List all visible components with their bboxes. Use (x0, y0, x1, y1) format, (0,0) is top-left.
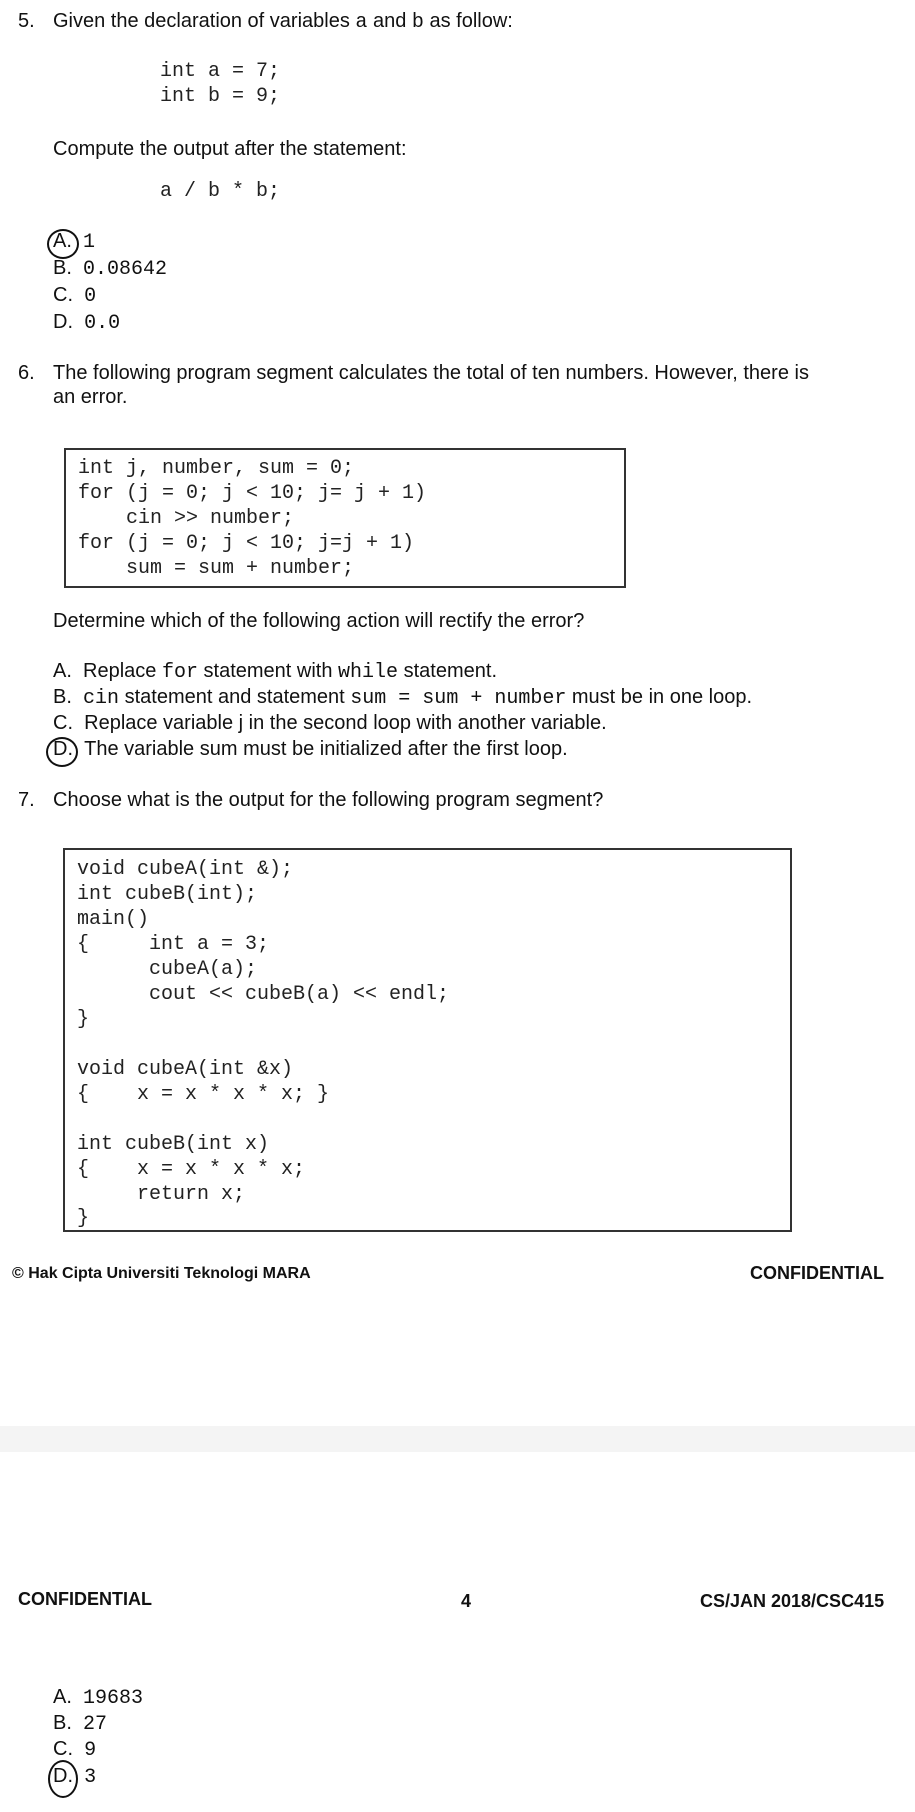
course-code-header: CS/JAN 2018/CSC415 (700, 1591, 885, 1611)
option-a: A. 1 (53, 230, 96, 254)
question-number: 7. (18, 789, 35, 811)
confidential-header: CONFIDENTIAL (18, 1589, 152, 1609)
option-d: D. 3 (53, 1765, 97, 1789)
copyright-footer: © Hak Cipta Universiti Teknologi MARA (12, 1265, 311, 1282)
question-number: 5. (18, 10, 35, 32)
question-text: Determine which of the following action will rectify the error? (53, 610, 585, 632)
code-line: } (77, 1207, 90, 1230)
option-a: A. 19683 (53, 1686, 144, 1710)
option-c: C. 0 (53, 284, 97, 308)
question-prompt-line-1: The following program segment calculates the total of ten numbers. However, there is (53, 362, 809, 384)
option-b: B. 27 (53, 1712, 108, 1736)
code-line: int cubeB(int); (77, 883, 258, 906)
question-prompt-line-2: an error. (53, 386, 128, 408)
code-line: sum = sum + number; (78, 557, 355, 580)
code-line: void cubeA(int &x) (77, 1058, 294, 1081)
code-line: { x = x * x * x; (77, 1158, 306, 1181)
confidential-footer: CONFIDENTIAL (750, 1263, 884, 1283)
code-line: void cubeA(int &); (77, 858, 294, 881)
page-number: 4 (461, 1591, 472, 1611)
code-line: } (77, 1008, 90, 1031)
question-prompt: Given the declaration of variables a and b as follow: (53, 10, 513, 34)
option-c: C. Replace variable j in the second loop with another variable. (53, 712, 607, 734)
code-line: int a = 7; (160, 60, 281, 83)
option-d: D. The variable sum must be initialized after the first loop. (53, 738, 568, 760)
option-c: C. 9 (53, 1738, 97, 1762)
code-line: { x = x * x * x; } (77, 1083, 330, 1106)
page-separator (0, 1426, 915, 1452)
compute-text: Compute the output after the statement: (53, 138, 407, 160)
code-line: for (j = 0; j < 10; j= j + 1) (78, 482, 427, 505)
code-line: cout << cubeB(a) << endl; (77, 983, 450, 1006)
statement: a / b * b; (160, 180, 281, 203)
code-line: { int a = 3; (77, 933, 270, 956)
code-line: return x; (77, 1183, 246, 1206)
question-prompt: Choose what is the output for the following program segment? (53, 789, 604, 811)
code-line: cin >> number; (78, 507, 295, 530)
question-number: 6. (18, 362, 35, 384)
option-b: B. 0.08642 (53, 257, 168, 281)
option-d: D. 0.0 (53, 311, 121, 335)
code-line: for (j = 0; j < 10; j=j + 1) (78, 532, 415, 555)
code-line: int j, number, sum = 0; (78, 457, 355, 480)
code-line: int cubeB(int x) (77, 1133, 270, 1156)
option-b: B. cin statement and statement sum = sum + number must be in one loop. (53, 686, 753, 710)
code-line: main() (77, 908, 150, 931)
code-line: cubeA(a); (77, 958, 258, 981)
option-a: A. Replace for statement with while statement. (53, 660, 497, 684)
code-line: int b = 9; (160, 85, 281, 108)
